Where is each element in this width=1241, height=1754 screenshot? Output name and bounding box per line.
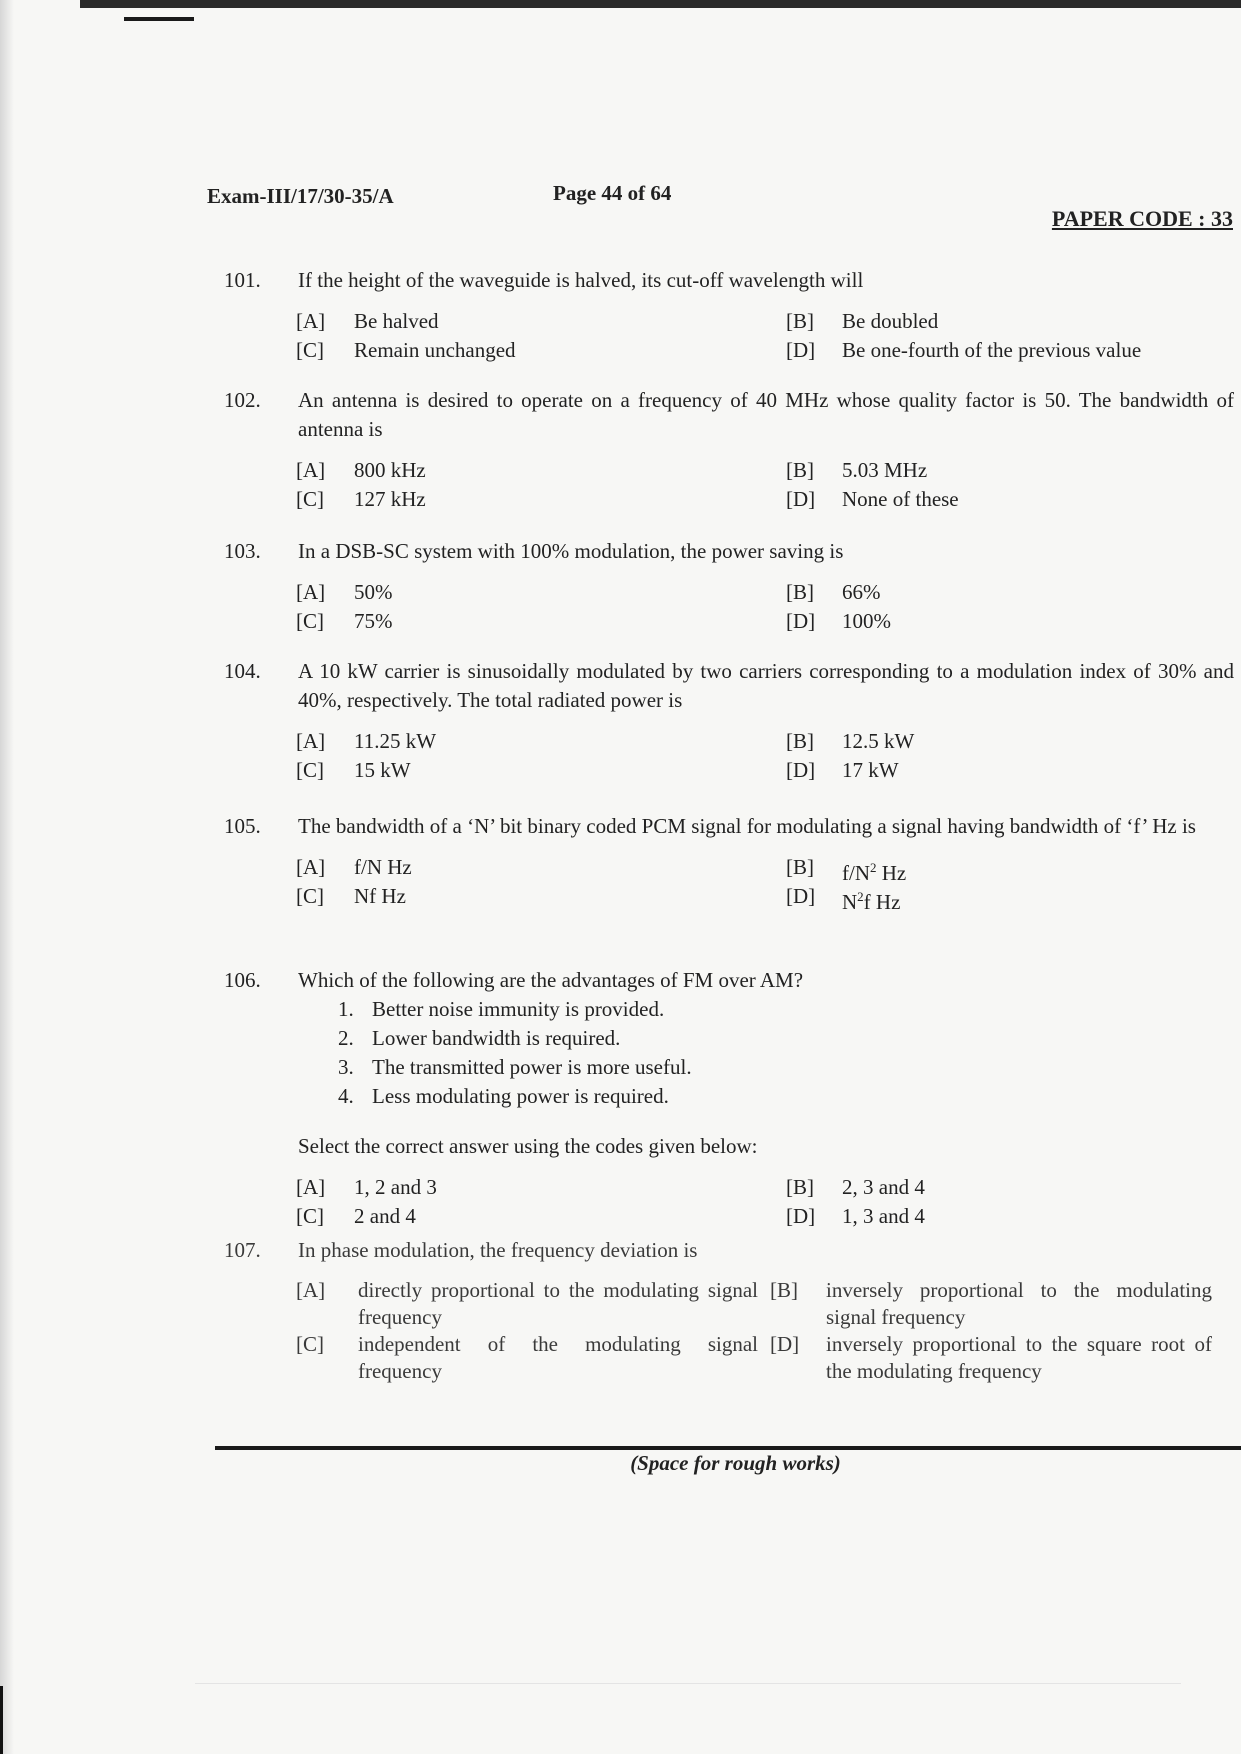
option-text: 1, 2 and 3 <box>354 1175 437 1199</box>
advantages-list <box>338 995 1234 1111</box>
list-item-text: Less modulating power is required. <box>372 1084 669 1108</box>
scan-top-mark <box>124 17 194 21</box>
option-text <box>842 882 1206 914</box>
option-label: [D] <box>786 1204 816 1228</box>
option-label: [D] <box>786 338 816 362</box>
option-label: [A] <box>296 729 326 753</box>
superscript: 2 <box>870 860 877 875</box>
list-item <box>338 995 1234 1024</box>
option-a <box>296 456 786 485</box>
option-text: 5.03 MHz <box>842 458 928 482</box>
option-label: [B] <box>786 855 814 879</box>
question-103 <box>224 537 1234 636</box>
option-text: 800 kHz <box>354 458 426 482</box>
options <box>296 456 1234 514</box>
question-number: 105. <box>224 814 261 838</box>
option-label: [B] <box>786 729 814 753</box>
option-text: inversely proportional to the modulating signal frequency <box>826 1278 1212 1329</box>
list-item <box>338 1082 1234 1111</box>
option-text-part: Hz <box>876 861 907 885</box>
option-a <box>296 853 786 882</box>
question-102 <box>224 386 1234 514</box>
list-item-text: Better noise immunity is provided. <box>372 997 665 1021</box>
list-item-number: 3. <box>338 1055 354 1079</box>
option-b <box>786 727 1206 756</box>
option-label: [C] <box>296 1332 324 1356</box>
option-d <box>786 882 1206 914</box>
option-text: Be one-fourth of the previous value <box>842 338 1142 362</box>
scan-faint-line <box>195 1683 1181 1684</box>
option-d <box>786 1202 1206 1231</box>
option-text: 50% <box>354 580 393 604</box>
option-d <box>786 336 1206 365</box>
question-text: If the height of the waveguide is halved, its cut-off wavelength will <box>298 268 864 292</box>
instruction-text: Select the correct answer using the codes given below: <box>298 1134 758 1158</box>
option-text: Remain unchanged <box>354 338 516 362</box>
list-item-text: The transmitted power is more useful. <box>372 1055 692 1079</box>
rough-work-label: (Space for rough works) <box>630 1451 841 1475</box>
option-text: 2 and 4 <box>354 1204 416 1228</box>
options <box>296 727 1234 785</box>
option-label: [C] <box>296 609 324 633</box>
question-text: Which of the following are the advantages of FM over AM? <box>298 968 804 992</box>
option-b <box>786 578 1206 607</box>
question-105 <box>224 812 1234 914</box>
question-number: 103. <box>224 539 261 563</box>
option-text: independent of the modulating signal frequency <box>358 1332 758 1383</box>
option-label: [B] <box>786 309 814 333</box>
option-text: inversely proportional to the square root of the modulating frequency <box>826 1332 1212 1383</box>
option-label: [C] <box>296 338 324 362</box>
superscript: 2 <box>857 889 864 904</box>
option-label: [D] <box>786 487 816 511</box>
option-b <box>786 1173 1206 1202</box>
list-item <box>338 1053 1234 1082</box>
option-b <box>786 853 1206 885</box>
option-text-part: N <box>842 890 858 914</box>
option-label: [D] <box>786 609 816 633</box>
scan-top-edge <box>80 0 1241 8</box>
paper-code: PAPER CODE : 33 <box>1051 206 1233 231</box>
option-text-part: f Hz <box>863 890 901 914</box>
exam-code: Exam-III/17/30-35/A <box>207 184 394 208</box>
option-c <box>296 756 786 785</box>
question-number: 102. <box>224 388 261 412</box>
option-d <box>786 485 1206 514</box>
option-text: 100% <box>842 609 891 633</box>
option-a <box>296 578 786 607</box>
option-text: 15 kW <box>354 758 411 782</box>
question-104 <box>224 657 1234 785</box>
options <box>296 307 1234 365</box>
option-text: 1, 3 and 4 <box>842 1204 925 1228</box>
question-number: 101. <box>224 268 261 292</box>
option-label: [D] <box>786 758 816 782</box>
list-item <box>338 1024 1234 1053</box>
option-text: directly proportional to the modulating signal frequency <box>358 1278 758 1329</box>
question-text: In a DSB-SC system with 100% modulation, the power saving is <box>298 539 844 563</box>
options <box>296 853 1234 914</box>
option-c <box>296 336 786 365</box>
option-text: 66% <box>842 580 881 604</box>
question-number: 107. <box>224 1238 261 1262</box>
question-106 <box>224 966 1234 1231</box>
question-number: 106. <box>224 968 261 992</box>
option-text: 11.25 kW <box>354 729 437 753</box>
option-text: f/N Hz <box>354 855 412 879</box>
option-label: [B] <box>786 1175 814 1199</box>
option-a <box>296 727 786 756</box>
question-text: In phase modulation, the frequency deviation is <box>298 1238 698 1262</box>
option-c <box>296 1202 786 1231</box>
list-item-number: 1. <box>338 997 354 1021</box>
option-label: [A] <box>296 580 326 604</box>
question-text: A 10 kW carrier is sinusoidally modulated by two carriers corresponding to a modulation index of 30% and 40%, respectively. The total radiated power is <box>298 659 1234 712</box>
option-text <box>842 853 1206 885</box>
option-d <box>786 607 1206 636</box>
option-a <box>296 1173 786 1202</box>
option-text: 75% <box>354 609 393 633</box>
option-text: 2, 3 and 4 <box>842 1175 925 1199</box>
list-item-number: 2. <box>338 1026 354 1050</box>
option-label: [A] <box>296 309 326 333</box>
options <box>296 1277 1234 1385</box>
option-b <box>786 456 1206 485</box>
option-label: [B] <box>786 458 814 482</box>
option-c <box>296 607 786 636</box>
option-label: [C] <box>296 884 324 908</box>
scan-left-shadow <box>0 0 14 1754</box>
option-text: 17 kW <box>842 758 899 782</box>
option-b <box>786 307 1206 336</box>
option-c <box>296 882 786 911</box>
option-label: [C] <box>296 487 324 511</box>
option-label: [C] <box>296 1204 324 1228</box>
question-107 <box>224 1236 1234 1385</box>
question-101 <box>224 266 1234 365</box>
option-text: 12.5 kW <box>842 729 915 753</box>
footer-rule <box>215 1446 1241 1450</box>
option-label: [B] <box>786 580 814 604</box>
option-label: [A] <box>296 1278 326 1302</box>
option-text: Be doubled <box>842 309 939 333</box>
list-item-number: 4. <box>338 1084 354 1108</box>
question-number: 104. <box>224 659 261 683</box>
option-label: [A] <box>296 1175 326 1199</box>
option-c <box>296 485 786 514</box>
option-label: [D] <box>786 884 816 908</box>
page-number: Page 44 of 64 <box>553 181 672 205</box>
option-text-part: f/N <box>842 861 870 885</box>
question-text: The bandwidth of a ‘N’ bit binary coded PCM signal for modulating a signal having bandwidth of ‘f’ Hz is <box>298 814 1196 838</box>
option-label: [C] <box>296 758 324 782</box>
options <box>296 578 1234 636</box>
scan-left-mark <box>0 1686 3 1754</box>
question-text: An antenna is desired to operate on a frequency of 40 MHz whose quality factor is 50. The bandwidth of antenna is <box>298 388 1234 441</box>
option-label: [A] <box>296 855 326 879</box>
option-label: [B] <box>770 1278 798 1302</box>
option-a <box>296 307 786 336</box>
options <box>296 1173 1234 1231</box>
option-text: 127 kHz <box>354 487 426 511</box>
option-text: Be halved <box>354 309 439 333</box>
list-item-text: Lower bandwidth is required. <box>372 1026 621 1050</box>
option-label: [A] <box>296 458 326 482</box>
option-label: [D] <box>770 1332 800 1356</box>
option-text: Nf Hz <box>354 884 406 908</box>
option-d <box>786 756 1206 785</box>
option-text: None of these <box>842 487 959 511</box>
